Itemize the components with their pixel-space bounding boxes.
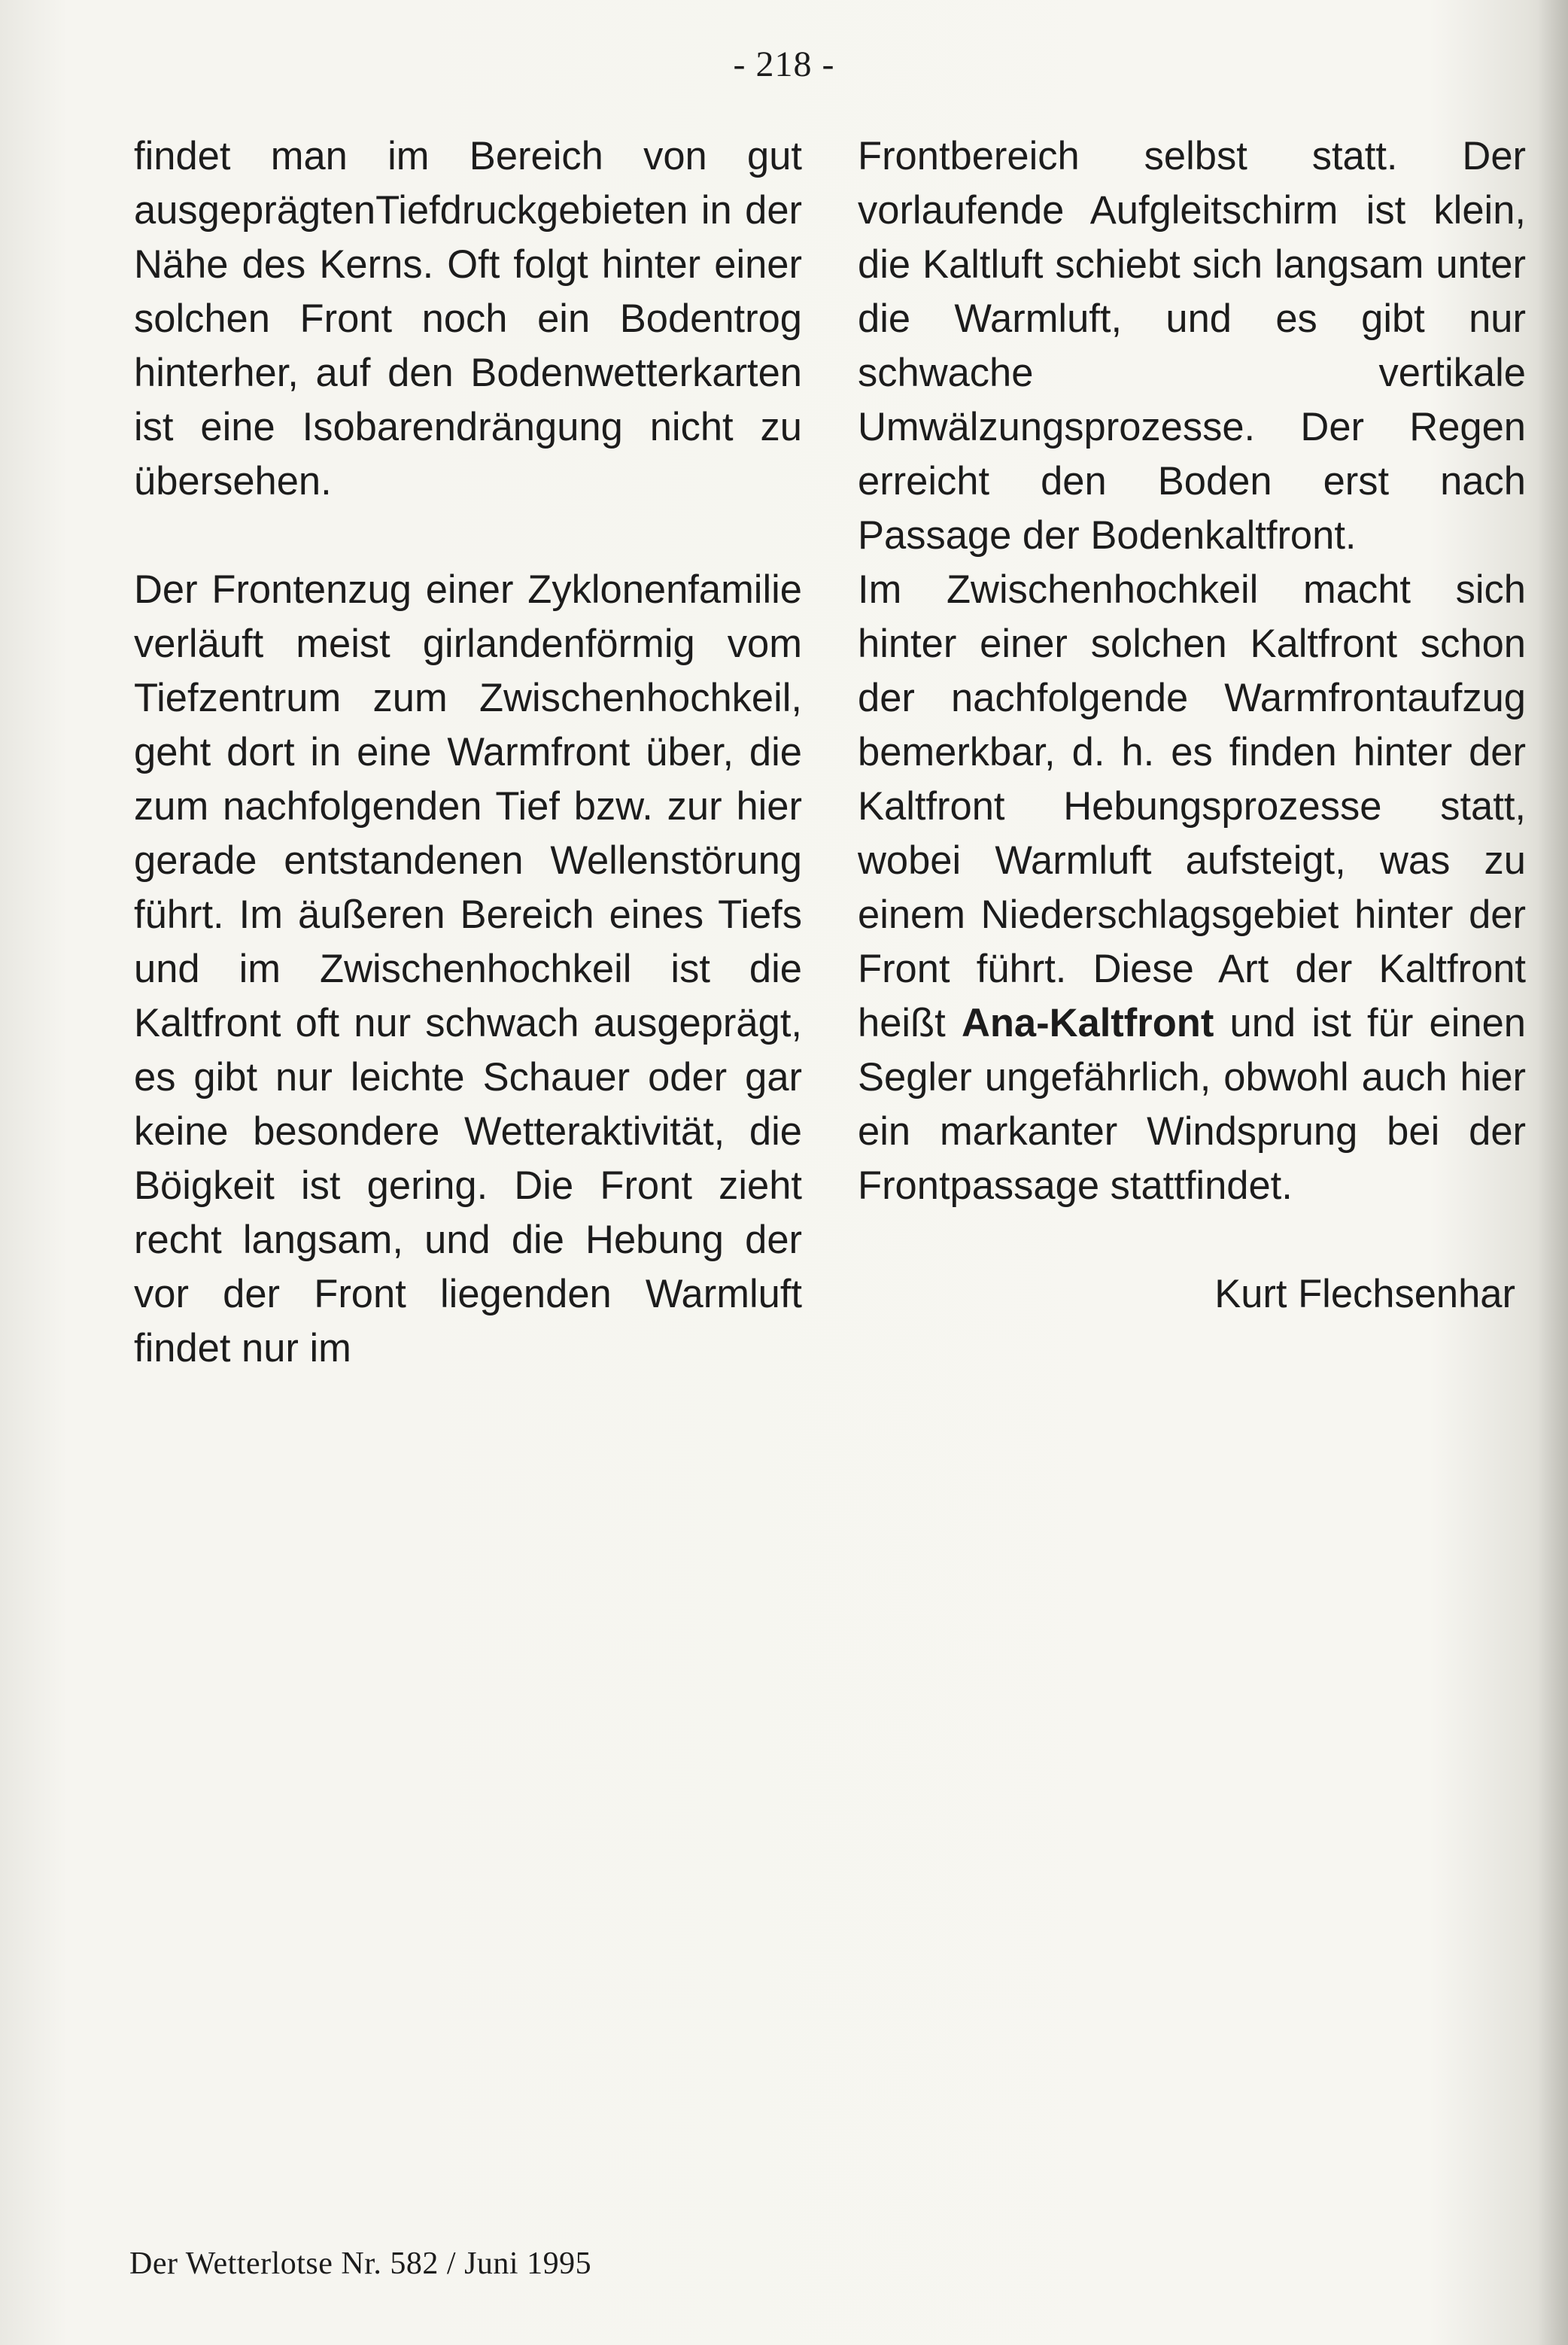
right-paragraph-1: Frontbereich selbst statt. Der vorlaufende Aufgleitschirm ist klein, die Kaltluft schiebt sich langsam unter die Warmluft, und es gibt nur schwache vertikale Umwälzungsprozesse. Der Regen erreicht den Boden erst nach Passage der Bodenkaltfront.: [858, 134, 1526, 558]
page-edge-shadow: [1538, 0, 1568, 2345]
footer-publication: Der Wetterlotse Nr. 582 / Juni 1995: [129, 2246, 592, 2281]
right-paragraph-2-text-before: Im Zwischenhochkeil macht sich hinter einer solchen Kaltfront schon der nachfolgende Warmfrontaufzug bemerkbar, d. h. es finden hinter der Kaltfront Hebungsprozesse statt, wobei Warmluft aufsteigt, was zu einem Niederschlagsgebiet hinter der Front führt. Diese Art der Kaltfront heißt: [858, 567, 1526, 1045]
left-paragraph-1: findet man im Bereich von gut ausgeprägtenTiefdruckgebieten in der Nähe des Kerns. Oft folgt hinter einer solchen Front noch ein Bodentrog hinterher, auf den Bodenwetterkarten ist eine Isobarendrängung nicht zu übersehen.: [134, 134, 802, 503]
author-signature: Kurt Flechsenhar: [1214, 1272, 1515, 1316]
page-number: - 218 -: [733, 44, 835, 84]
right-column: [858, 129, 1526, 1322]
left-paragraph-2: Der Frontenzug einer Zyklonenfamilie verläuft meist girlandenförmig vom Tiefzentrum zum Zwischenhochkeil, geht dort in eine Warmfront über, die zum nachfolgenden Tief bzw. zur hier gerade entstandenen Wellenstörung führt. Im äußeren Bereich eines Tiefs und im Zwischenhochkeil ist die Kaltfront oft nur schwach ausgeprägt, es gibt nur leichte Schauer oder gar keine besondere Wetteraktivität, die Böigkeit ist gering. Die Front zieht recht langsam, und die Hebung der vor der Front liegenden Warmluft findet nur im: [134, 567, 802, 1370]
right-paragraph-2: [858, 563, 1526, 1213]
right-paragraph-2-text-after: und ist für einen Segler ungefährlich, obwohl auch hier ein markanter Windsprung bei der Frontpassage stattfindet.: [858, 1001, 1526, 1208]
left-column: [134, 129, 802, 1376]
ana-kaltfront-term: Ana-Kaltfront: [961, 1001, 1214, 1045]
